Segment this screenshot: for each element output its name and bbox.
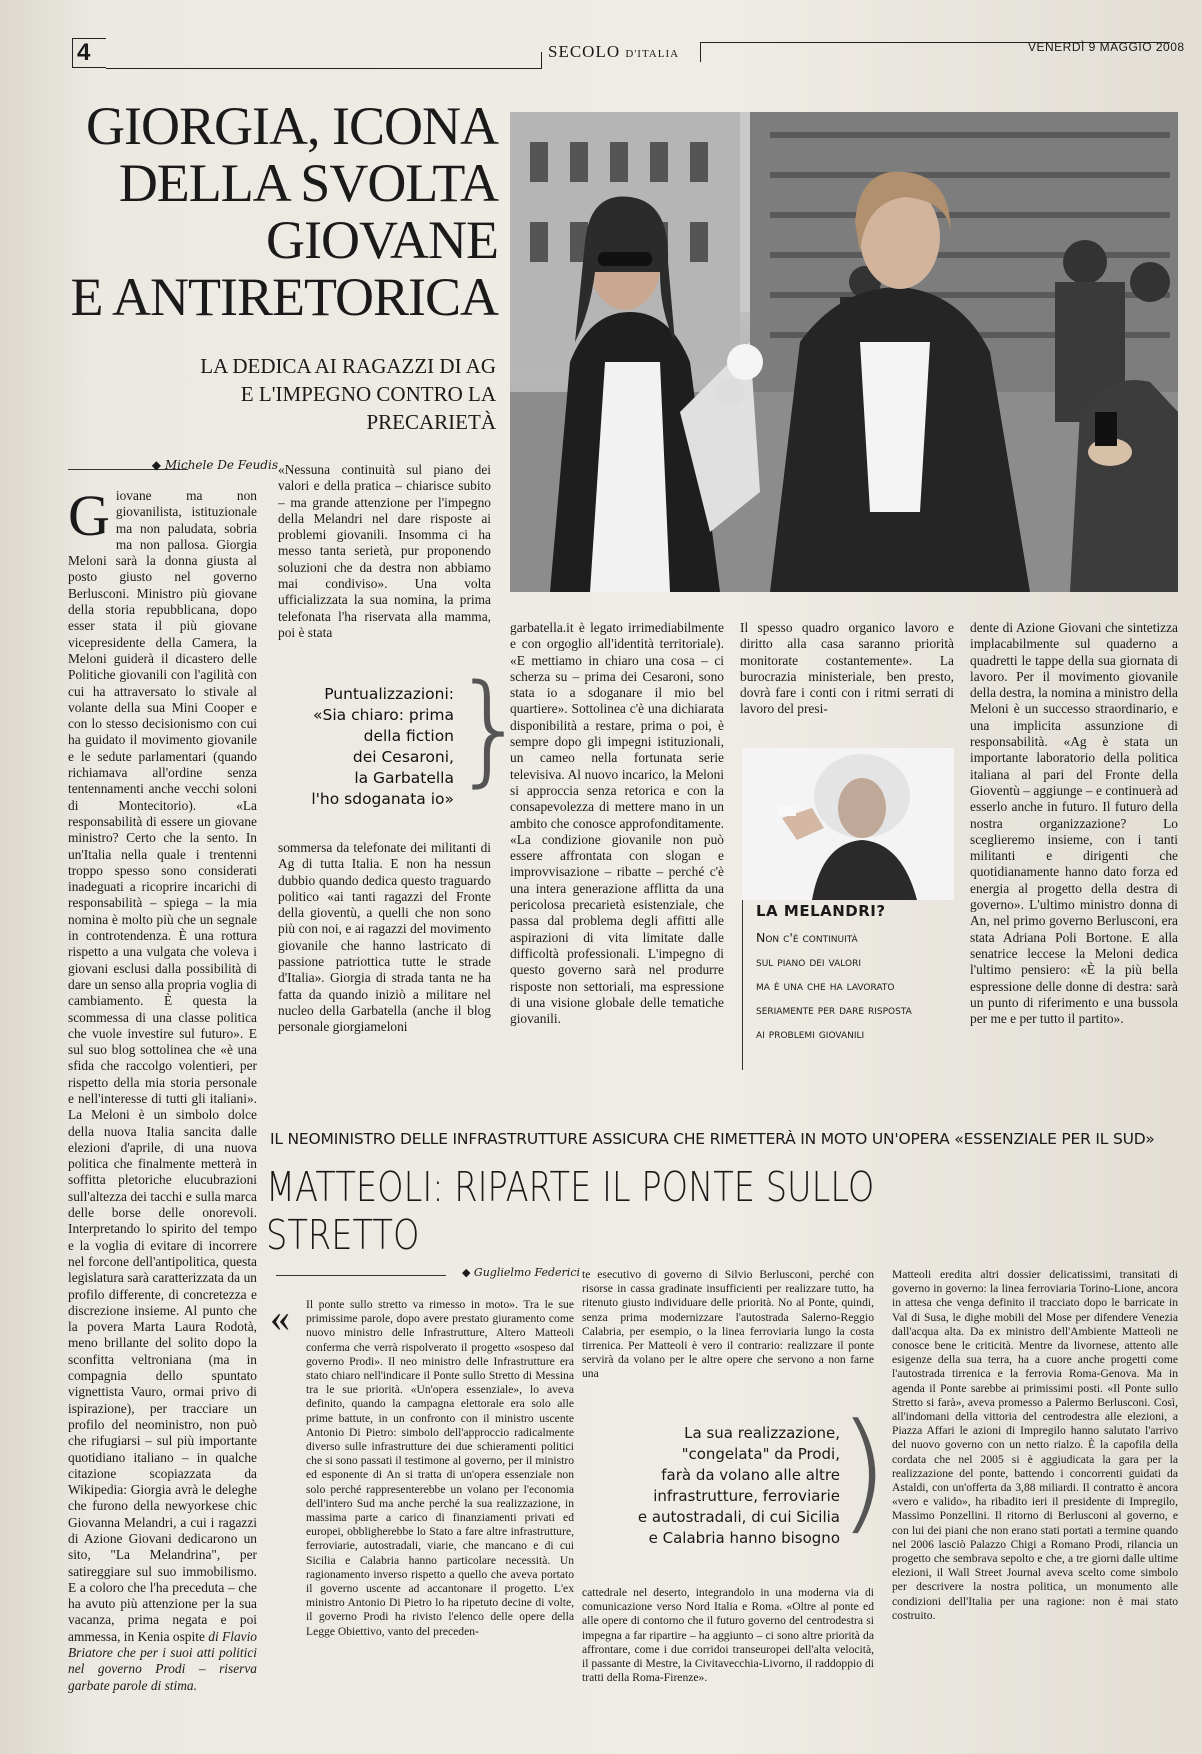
article2-column-1	[306, 1298, 574, 1714]
header-rule-left	[106, 68, 542, 69]
page-number: 4	[72, 38, 106, 68]
headline-line: GIORGIA, ICONA	[86, 96, 498, 156]
melandri-quote-line: ma è una che ha lavorato	[756, 978, 895, 993]
pullquote-bracket: }	[452, 660, 529, 799]
pullquote-line: La sua realizzazione,	[684, 1424, 840, 1442]
article-column-3	[510, 620, 724, 1064]
article-column-2	[278, 462, 491, 640]
issue-date: VENERDÌ 9 MAGGIO 2008	[1028, 40, 1185, 54]
melandri-quote-line: Non c'è continuità	[756, 930, 858, 945]
pullquote-line: dei Cesaroni,	[352, 748, 454, 766]
paper-name	[548, 42, 679, 62]
melandri-rule	[742, 900, 743, 1070]
column-text: iovane ma non giovanilista, istituzionale ma non paludata, sobria ma non pallosa. Giorgia Meloni sarà la donna giusta al posto giusto nel governo Berlusconi. Ministro più giovane della storia repubblicana, dopo esser stata il più giovane vicepresidente della Camera, la Meloni guiderà il dicastero delle Politiche giovanili con l'agilità con cui ha attraversato lo stivale al volante della sua Mini Cooper e con lo stesso decisionismo con cui ha guidato il movimento giovanile e le sedute parlamentari (quando richiamava all'ordine senza tentennamenti anche vecchi soloni di Montecitorio). «La responsabilità di essere un giovane ministro? Certo che la sento. In un'Italia nella quale i trentenni troppo spesso sono considerati inadeguati a ricoprire incarichi di responsabilità – spiega – la mia nomina è molto più che un segnale in controtendenza. È una rottura rispetto a una vulgata che voleva i giovani esclusi dalla possibilità di dare un senso alla propria voglia di cambiamento. È questa la scommessa di una classe politica che vuole investire sul futuro». E sul suo blog sottolinea che «è una sfida che raccolgo volentieri, per rispetto della mia storia personale e nell'interesse di tutti gli italiani». La Meloni è un simbolo dolce della nuova Italia sancita dalle elezioni d'aprile, di una nuova politica che finalmente metterà in soffitta pletoriche elucubrazioni sull'altezza dei tacchi e sulla marca delle borse delle onorevoli. Interpretando lo spirito del tempo e la voglia di evitare di incorrere nel forcone dell'antipolitica, questa legislatura sarà caratterizzata da un profilo differente, di concretezza e discrezione insieme. Al punto che la povera Marta Laura Rodotà, meno brillante del solito dopo la sconfitta veltroniana (ma in compagnia dello spuntato vignettista Vauro, ormai privo di ispirazione), per tracciare un profilo del neoministro, non può che rifugiarsi – sul più importante quotidiano italiano – in qualche citazione scopiazzata da Wikipedia: Giorgia avrà le deleghe che furono della newyorkese chic Giovanna Melandri, a cui i ragazzi di Azione Giovani dedicarono un sito, "La Melandrina", per satireggiare sul suo immobilismo. E a coloro che l'ha preceduta – che ha avuto più attenzione per la sua vacanza, prima negata e poi ammessa, in Kenia ospite	[68, 488, 257, 1644]
byline-author: Michele De Feudis	[164, 458, 278, 472]
photo-illustration	[510, 112, 1178, 592]
pullquote-line: l'ho sdoganata io»	[311, 790, 454, 808]
column-text: garbatella.it è legato irrimediabilmente e con orgoglio all'identità territoriale). «E mettiamo in chiaro una cosa – ci scherza su – prima dei Cesaroni, sono stata io a sdoganare il mio bel quartiere». Sottolinea c'è una dichiarata disponibilità a restare, prima o poi, è sempre dopo gli impegni istituzionali, un cameo nella fortunata serie televisiva. Al nuovo incarico, la Meloni si approccia senza retorica e con la consapevolezza di mettere mano in un ambito che conosce approfonditamente. «La condizione giovanile non può essere affrontata con slogan e improvvisazione – ribatte – perché c'è una intera generazione afflitta da una pericolosa precarietà esistenziale, che passa dal problema degli affitti alle aspirazioni di vita limitate dalle difficoltà professionali. L'impegno di questo governo sarà nel produrre risposte non settoriali, ma espressione di una visione globale delle tematiche giovanili.	[510, 620, 724, 1027]
article-column-5	[970, 620, 1178, 1064]
article2-column-3	[892, 1268, 1178, 1714]
column-text: dente di Azione Giovani che sintetizza implacabilmente sul quaderno a quadretti le tappe della sua giornata di lavoro. Per il movimento giovanile della destra, la nomina a ministro della Meloni è un successo straordinario, e una implicita assunzione di responsabilità. «Ag è stata un importante laboratorio della politica italiana al pari del Fronte della Gioventù – aggiunge – e continuerà ad esserlo anche in futuro. Il futuro della nostra organizzazione? Lo sceglieremo insieme, con i tanti militanti e dirigenti che quotidianamente hanno dato forza ed energia al progetto della destra di governo». L'ultimo ministro donna di An, nel primo governo Berlusconi, era stata Adriana Poli Bortone. E alla senatrice leccese la Meloni dedica l'ultimo pensiero: «È la più bella espressione delle donne di destra: sarà un punto di riferimento e una bussola per me e per tutto il partito».	[970, 620, 1178, 1027]
column-text: te esecutivo di governo di Silvio Berlusconi, perché con risorse in cassa gradinate insufficienti per realizzare tutto, ha ritenuto giusto individuare delle priorità. No al Ponte, quindi, senza prima modernizzare l'autostrada Salerno-Reggio Calabria, per esempio, o la linea ferroviaria lungo la costa tirrenica. Per Matteoli è vero il contrario: realizzare il ponte servirà da volano per le altre opere che servono a non farne una	[582, 1268, 874, 1381]
melandri-illustration	[742, 748, 954, 900]
header-rule-tick	[541, 52, 542, 69]
pullquote-line: «Sia chiaro: prima	[313, 706, 454, 724]
article2-quote-mark: «	[270, 1295, 290, 1340]
article-byline: ◆ Michele De Feudis	[151, 458, 278, 472]
column-text: Matteoli eredita altri dossier delicatissimi, transitati di governo in governo: la linea ferroviaria Torino-Lione, ancora in attesa che venga definito il tracciato dopo le barricate in Val di Susa, le dighe mobili del Mose per difendere Venezia dall'acqua alta. Da ex ministro dell'Ambiente Matteoli ne conosce bene le criticità. Mentre da livornese, attento alle esigenze della sua terra, ha a cuore anche progetti come l'autostrada tirrenica e la ferrovia Roma-Genova. Ma in agenda il Ponte sarebbe ai primissimi posti. «Il Ponte sullo Stretto si farà», aveva promesso a Palermo Berlusconi. Così, all'indomani della vittoria del centrodestra alle elezioni, a Piazza Affari le azioni di Impregilo hanno salutato l'arrivo del nuovo governo con un netto rialzo. È la capofila della cordata che nel 2005 si è aggiudicata la gara per la realizzazione del ponte, battendo i concorrenti guidati da Astaldi, con un'offerta da 3,88 miliardi. Il contratto è ancora «vero e valido», ha ribadito ieri il presidente di Impregilo, Massimo Ponzellini. Il ritorno di Berlusconi al governo, e con lui dei piani che non erano stati portati a termine quando nel 2006 lasciò Palazzo Chigi a Romano Prodi, rilancia un progetto che sembrava sepolto e che, a tre giorni dalle ultime elezioni, il Wall Street Journal aveva scelto come simbolo per descrivere la nostra politica, un monumento alle condizioni dell'Italia per una ragione: non è mai stato costruito.	[892, 1268, 1178, 1622]
melandri-quote-line: sul piano dei valori	[756, 954, 861, 969]
pullquote-line: della fiction	[363, 727, 454, 745]
headline-line: E ANTIRETORICA	[70, 267, 498, 327]
article-column-4	[740, 620, 954, 720]
article2-byline: ◆ Guglielmo Federici	[461, 1266, 580, 1279]
melandri-quote-line: ai problemi giovanili	[756, 1026, 865, 1041]
header-rule-tick-right	[700, 42, 701, 62]
headline-line: GIOVANE	[266, 210, 498, 270]
pullquote-line: Puntualizzazioni:	[324, 685, 454, 703]
column-text: Il spesso quadro organico lavoro e diritto alla casa saranno priorità monitorate costantemente». La burocrazia ministeriale, ben presto, dovrà fare i conti con i ritmi serrati di lavoro del presi-	[740, 620, 954, 717]
article-headline	[58, 98, 498, 326]
article-photo	[510, 112, 1178, 592]
melandri-title: LA MELANDRI?	[756, 902, 886, 920]
melandri-photo	[742, 748, 954, 900]
headline-line: DELLA SVOLTA	[118, 153, 498, 213]
article2-pullquote-bracket: )	[838, 1395, 889, 1547]
subhead-line: LA DEDICA AI RAGAZZI DI AG	[200, 354, 496, 378]
pullquote-line: infrastrutture, ferroviarie	[653, 1487, 840, 1505]
pullquote-line: e autostradali, di cui Sicilia	[637, 1508, 840, 1526]
column-text: «Nessuna continuità sul piano dei valori e della pratica – chiarisce subito – ma grande attenzione per l'impegno della Melandri nel dare risposte ai problemi giovanili. Insomma ci ha messo tanta serietà, pur proponendo soluzioni che da destra non abbiamo mai condiviso». Una volta ufficializzata la sua nomina, la prima telefonata l'ha riservata alla mamma, poi è stata	[278, 462, 491, 640]
article2-kicker: IL NEOMINISTRO DELLE INFRASTRUTTURE ASSICURA CHE RIMETTERÀ IN MOTO UN'OPERA «ESSENZIALE PER IL SUD»	[270, 1130, 1155, 1148]
subhead-line: E L'IMPEGNO CONTRO LA PRECARIETÀ	[240, 382, 496, 434]
article2-pullquote	[610, 1423, 840, 1549]
article2-column-2-bottom	[582, 1586, 874, 1714]
article2-column-2	[582, 1268, 874, 1384]
pullquote-line: "congelata" da Prodi,	[681, 1445, 840, 1463]
column-text: cattedrale nel deserto, integrandolo in una moderna via di comunicazione verso Nord Italia e Roma. «Oltre al ponte ed alle opere di contorno che il futuro governo del centrodestra si impegna a far ripartire – ha aggiunto – ci sono altre priorità da affrontare, come i due corridoi transeuropei dell'alta velocità, il passante di Mestre, la Civitavecchia-Livorno, il raddoppio di tratti della Roma-Firenze».	[582, 1586, 874, 1685]
melandri-quote	[756, 926, 952, 1046]
article2-headline: MATTEOLI: RIPARTE IL PONTE SULLO STRETTO	[266, 1163, 875, 1259]
dropcap: G	[68, 483, 110, 548]
paper-name-suffix: D'ITALIA	[625, 48, 680, 60]
paper-name-main: SECOLO	[548, 42, 621, 61]
pullquote	[290, 684, 454, 810]
column-text: Il ponte sullo stretto va rimesso in moto». Tra le sue primissime parole, dopo avere prestato giuramento come nuovo ministro delle Infrastrutture, Altero Matteoli conferma che verrà rispolverato il progetto «sospeso dal governo Prodi». Il neo ministro delle Infrastrutture era stato chiaro nell'indicare il Ponte sullo Stretto di Messina tra le sue priorità. «Un'opera essenziale», lo aveva definito, quando la campagna elettorale era solo alle prime battute, in un confronto con il ministro uscente Antonio Di Pietro: simbolo dell'approccio radicalmente diverso sulle infrastrutture dei due schieramenti politici che si sono passati il testimone al governo, per il ministro ed esponente di An si tratta di un'opera essenziale non solo perché rappresenterebbe un volano per l'economia dell'intero Sud ma anche perché la sua realizzazione, in massima parte a carico di finanziamenti privati ed europei, obbligherebbe lo Stato a fare altre infrastrutture, ferroviarie, autostradali, viarie, che mancano e di cui Sicilia e Calabria hanno particolare necessità. Un ragionamento inverso rispetto a quello che aveva portato il governo uscente ad accantonare il progetto. L'ex ministro Antonio Di Pietro lo ha ripetuto decine di volte, il governo Prodi ha rivisto l'elenco delle opere della Legge Obiettivo, vanto del preceden-	[306, 1298, 574, 1638]
pullquote-line: e Calabria hanno bisogno	[648, 1529, 840, 1547]
article-column-2-bottom	[278, 840, 491, 1062]
column-text: sommersa da telefonate dei militanti di Ag di tutta Italia. E non ha nessun dubbio quando dedica questo traguardo politico «ai tanti ragazzi del Fronte della gioventù, a quelli che non sono più con noi, e ai ragazzi del movimento giovanile che hanno lastricato di passione patriottica tutte le strade d'Italia». Giorgia di strada tanta ne ha fatta da quando iniziò a militare nel nucleo della Garbatella (anche il blog personale giorgiameloni	[278, 840, 491, 1035]
byline-author: Guglielmo Federici	[473, 1266, 580, 1279]
pullquote-line: la Garbatella	[354, 769, 454, 787]
melandri-quote-line: seriamente per dare risposta	[756, 1002, 912, 1017]
column-text-italic: di Flavio Briatore che per i suoi atti politici nel governo Prodi – riserva garbate parole di stima.	[68, 1628, 257, 1693]
article-column-1	[68, 483, 257, 1693]
pullquote-line: farà da volano alle altre	[661, 1466, 840, 1484]
article-subhead	[120, 352, 496, 436]
